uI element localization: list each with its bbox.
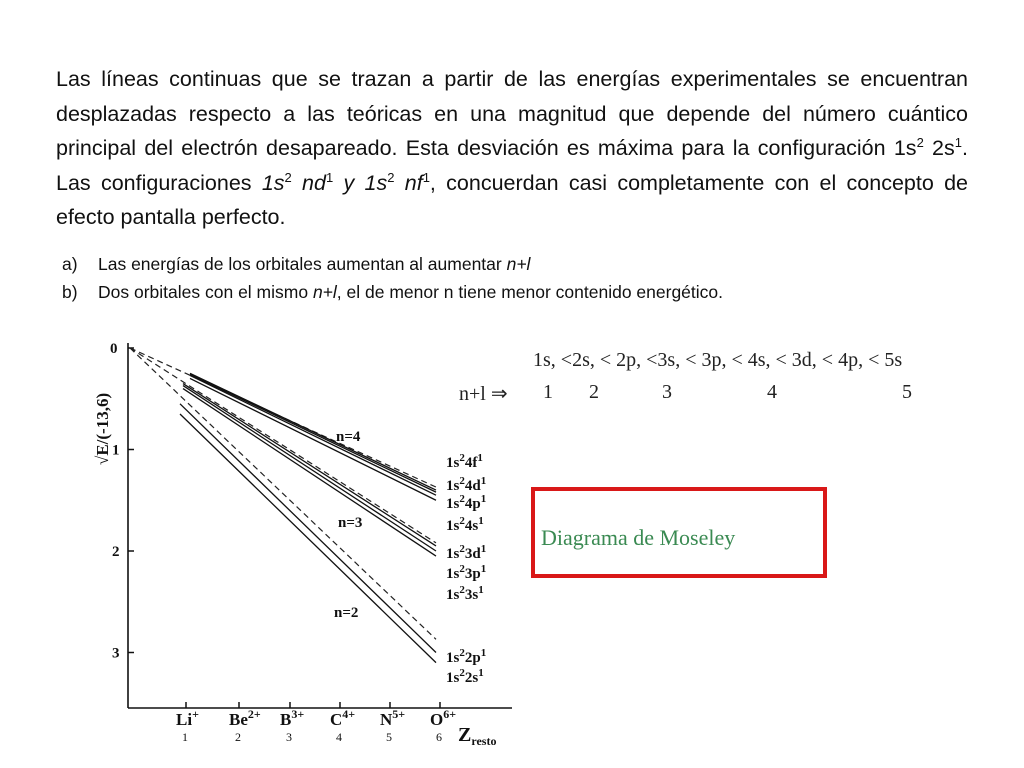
x-ion-label: $O^{6+}$ (430, 707, 457, 729)
series-line (190, 378, 436, 500)
theory-dashed-line (130, 348, 436, 639)
series-line (190, 373, 436, 490)
group-label: n=3 (338, 515, 363, 531)
n-plus-l-value: 4 (767, 381, 777, 403)
series-label: $1s^23s^1$ (446, 584, 484, 603)
y-tick-label: 3 (112, 645, 120, 662)
y-tick-label: 2 (112, 544, 120, 560)
orbital-order-sequence: 1s, <2s, < 2p, <3s, < 3p, < 4s, < 3d, < 4p, < 5s (533, 349, 903, 371)
series-label: $1s^23d^1$ (446, 543, 487, 562)
y-tick-label: 1 (112, 442, 120, 459)
series-label: $1s^24d^1$ (446, 475, 487, 494)
x-z-number: 1 (182, 730, 188, 744)
list-item: b) Dos orbitales con el mismo n+l, el de menor n tiene menor contenido energético. (62, 278, 962, 306)
x-z-number: 3 (286, 730, 292, 744)
series-line (190, 375, 436, 495)
series-line (183, 386, 436, 551)
group-label: n=2 (334, 605, 359, 621)
series-label: $1s^24s^1$ (446, 515, 484, 534)
n-plus-l-value: 3 (662, 381, 672, 403)
x-ion-label: $N^{5+}$ (380, 707, 406, 729)
series-line (180, 414, 436, 663)
y-axis-label: √E/(-13,6) (93, 392, 112, 465)
series-label: $1s^22p^1$ (446, 647, 487, 666)
x-z-number: 2 (235, 730, 241, 744)
series-label: $1s^24p^1$ (446, 493, 487, 512)
n-plus-l-value: 2 (589, 381, 599, 403)
n-plus-l-value: 1 (543, 381, 553, 403)
x-z-number: 6 (436, 730, 442, 744)
n-plus-l-label: n+l ⇒ (459, 383, 508, 405)
n-plus-l-value: 5 (902, 381, 912, 403)
series-label: $1s^23p^1$ (446, 563, 487, 582)
list-marker: b) (62, 282, 78, 302)
x-z-number: 4 (336, 730, 342, 744)
x-ion-label: Li+ (176, 707, 199, 729)
x-axis-label: $Z_{resto}$ (458, 724, 497, 748)
series-label: $1s^24f^1$ (446, 452, 483, 471)
list-marker: a) (62, 254, 78, 274)
series-label: $1s^22s^1$ (446, 667, 484, 686)
body-paragraph: Las líneas continuas que se trazan a partir de las energías experimentales se encuentran desplazadas respecto a las teóricas en una magnitud que depende del número cuántico principal del electrón desapareado. Esta desviación es máxima para la configuración $1s^2$ $2s^1$. Las configuraciones $1s^2$ $nd^1$ y $1s^2$ $nf^1$, concuerdan casi completamente con el concepto de efecto pantalla perfecto. (56, 67, 969, 229)
moseley-caption: Diagrama de Moseley (541, 525, 736, 550)
series-line (180, 404, 436, 653)
series-line (183, 384, 436, 546)
y-tick-label: 0 (110, 341, 118, 357)
x-ion-label: $Be^{2+}$ (229, 707, 261, 729)
list-item: a) Las energías de los orbitales aumentan al aumentar n+l (62, 250, 962, 278)
x-ion-label: $C^{4+}$ (330, 707, 356, 729)
x-z-number: 5 (386, 730, 392, 744)
group-label: n=4 (336, 429, 361, 445)
x-ion-label: $B^{3+}$ (280, 707, 305, 729)
